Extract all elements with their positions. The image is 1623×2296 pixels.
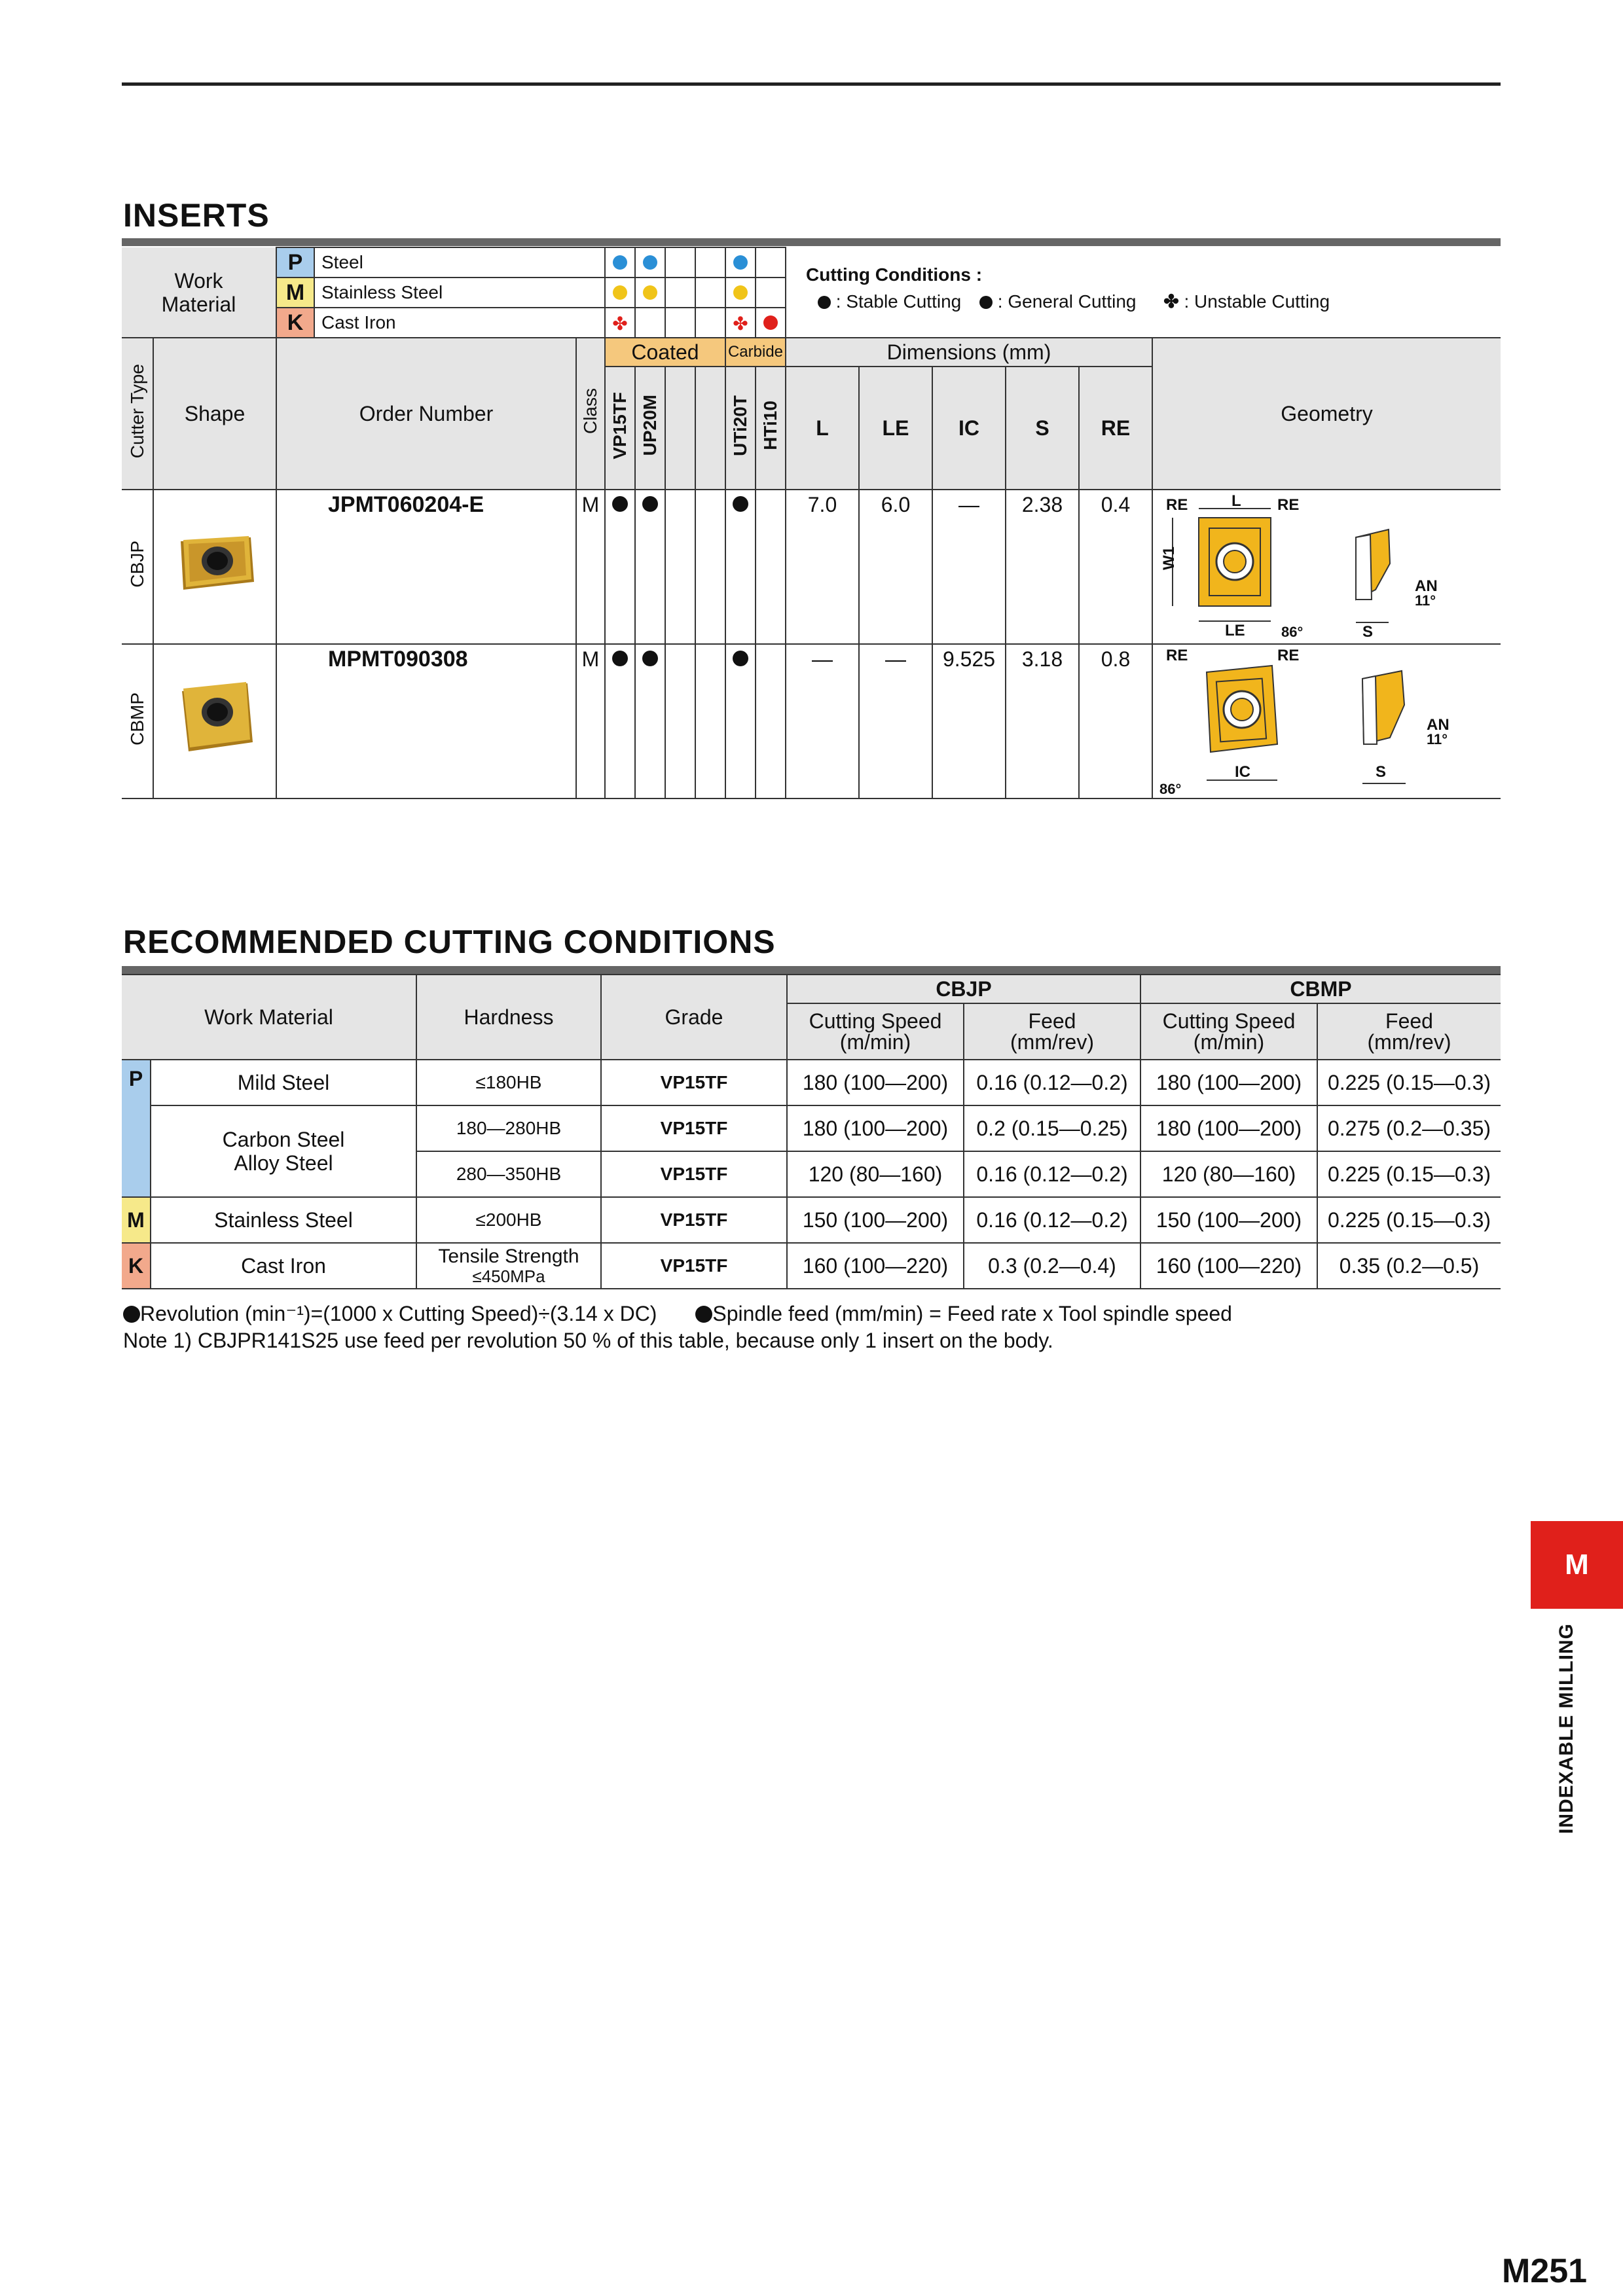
hardness-value: 280—350HB — [416, 1151, 601, 1197]
order-number-header: Order Number — [276, 338, 576, 490]
cbjp-speed: 180 (100—200) — [787, 1105, 964, 1151]
cbmp-feed: 0.225 (0.15—0.3) — [1317, 1197, 1501, 1243]
cbmp-feed: 0.275 (0.2—0.35) — [1317, 1105, 1501, 1151]
grade-hti10-header: HTi10 — [756, 367, 786, 490]
stable-cutting-icon — [733, 496, 748, 512]
general-cutting-icon — [613, 255, 627, 270]
material-code-m: M — [122, 1197, 151, 1243]
geo-re-label: RE — [1166, 496, 1188, 514]
cbmp-feed: 0.35 (0.2—0.5) — [1317, 1243, 1501, 1289]
geo-an-value: 11° — [1415, 592, 1436, 609]
p-vp15tf-cell — [605, 247, 635, 278]
cutter-type-header: Cutter Type — [122, 338, 153, 490]
cbjp-speed: 180 (100—200) — [787, 1060, 964, 1105]
material-name: Stainless Steel — [151, 1197, 416, 1243]
class-value: M — [576, 490, 605, 520]
grade-value: VP15TF — [601, 1151, 787, 1197]
hardness-value: ≤200HB — [416, 1197, 601, 1243]
stable-cutting-icon — [733, 285, 748, 300]
conditions-row — [122, 1197, 1501, 1243]
geometry-cbjp — [1152, 490, 1501, 644]
shape-header: Shape — [153, 338, 276, 490]
grade-up20m-header: UP20M — [635, 367, 665, 490]
grade-value: VP15TF — [601, 1243, 787, 1289]
inserts-table — [122, 247, 1501, 799]
note-1: Note 1) CBJPR141S25 use feed per revolution 50 % of this table, because only 1 insert on the body. — [123, 1329, 1053, 1352]
geo-re-label: RE — [1277, 647, 1300, 664]
top-rule — [122, 82, 1501, 86]
unstable-cutting-icon: ✤ — [733, 313, 748, 334]
geo-angle-label: 86° — [1159, 781, 1182, 797]
order-number[interactable]: JPMT060204-E — [276, 490, 576, 520]
cbjp-speed-header: Cutting Speed (m/min) — [787, 1003, 964, 1060]
revolution-note: Revolution (min⁻¹)=(1000 x Cutting Speed)÷(3.14 x DC) — [140, 1302, 657, 1325]
work-material-header: Work Material — [122, 975, 416, 1060]
stable-icon — [818, 296, 831, 309]
material-name: Mild Steel — [151, 1060, 416, 1105]
cbjp-feed: 0.16 (0.12—0.2) — [964, 1060, 1140, 1105]
dimensions-header: Dimensions (mm) — [786, 338, 1152, 367]
dim-le-header: LE — [859, 367, 932, 490]
geometry-header: Geometry — [1152, 338, 1501, 490]
hardness-header: Hardness — [416, 975, 601, 1060]
stable-cutting-icon — [733, 651, 748, 666]
page-number: M251 — [1502, 2252, 1588, 2290]
geo-w1-label: W1 — [1160, 547, 1178, 570]
legend-unstable: : Unstable Cutting — [1184, 291, 1330, 312]
cbmp-speed: 150 (100—200) — [1140, 1197, 1317, 1243]
cbjp-speed: 160 (100—220) — [787, 1243, 964, 1289]
cbmp-speed: 180 (100—200) — [1140, 1060, 1317, 1105]
grade-value: VP15TF — [601, 1197, 787, 1243]
geo-angle-label: 86° — [1281, 624, 1304, 640]
material-name: Cast Iron — [151, 1243, 416, 1289]
cutting-conditions-legend — [786, 247, 1501, 338]
general-cutting-icon — [643, 255, 657, 270]
material-code-k: K — [276, 308, 314, 338]
cbmp-feed-header: Feed (mm/rev) — [1317, 1003, 1501, 1060]
cbmp-header: CBMP — [1140, 975, 1501, 1003]
legend-general: : General Cutting — [997, 291, 1137, 312]
material-name-steel: Steel — [314, 247, 605, 278]
stable-cutting-icon — [612, 651, 628, 666]
insert-row-cbmp — [122, 644, 1501, 674]
hardness-value: 180—280HB — [416, 1105, 601, 1151]
hardness-value: ≤180HB — [416, 1060, 601, 1105]
grade-vp15tf-header: VP15TF — [605, 367, 635, 490]
cutter-type-cbmp: CBMP — [122, 644, 153, 798]
cbjp-feed: 0.16 (0.12—0.2) — [964, 1151, 1140, 1197]
conditions-row — [122, 1105, 1501, 1151]
carbide-header: Carbide — [725, 338, 786, 367]
stable-cutting-icon — [612, 496, 628, 512]
dim-re: 0.4 — [1079, 490, 1152, 520]
general-cutting-icon — [643, 285, 657, 300]
geo-an-value: 11° — [1427, 731, 1448, 747]
geometry-cbmp — [1152, 644, 1501, 798]
section-label: INDEXABLE MILLING — [1556, 1623, 1577, 1834]
material-name-cast-iron: Cast Iron — [314, 308, 605, 338]
cbjp-speed: 150 (100—200) — [787, 1197, 964, 1243]
cbmp-speed: 180 (100—200) — [1140, 1105, 1317, 1151]
grade-value: VP15TF — [601, 1105, 787, 1151]
dim-l: 7.0 — [786, 490, 859, 520]
recommended-title: RECOMMENDED CUTTING CONDITIONS — [123, 924, 776, 960]
general-cutting-icon — [613, 285, 627, 300]
stable-cutting-icon — [642, 651, 658, 666]
geo-an-label: AN — [1427, 716, 1450, 734]
material-code-p: P — [122, 1060, 151, 1197]
inserts-title-bar — [122, 238, 1501, 246]
material-code-p: P — [276, 247, 314, 278]
order-number[interactable]: MPMT090308 — [276, 644, 576, 674]
dim-re-header: RE — [1079, 367, 1152, 490]
grade-header: Grade — [601, 975, 787, 1060]
dim-le: 6.0 — [859, 490, 932, 520]
general-icon — [979, 296, 993, 309]
work-material-label: Work Material — [122, 247, 276, 338]
dim-s: 2.38 — [1006, 490, 1079, 520]
p-uti20t-cell — [725, 247, 756, 278]
legend-stable: : Stable Cutting — [835, 291, 962, 312]
cbmp-speed: 160 (100—220) — [1140, 1243, 1317, 1289]
geo-l-label: L — [1231, 492, 1241, 510]
cbjp-feed: 0.16 (0.12—0.2) — [964, 1197, 1140, 1243]
geo-ic-label: IC — [1235, 763, 1250, 781]
dim-re: 0.8 — [1079, 644, 1152, 674]
shape-cbjp — [153, 490, 276, 644]
class-value: M — [576, 644, 605, 674]
insert-cbjp-image — [169, 528, 261, 600]
bullet-icon — [695, 1306, 712, 1323]
stable-cutting-icon — [733, 255, 748, 270]
p-up20m-cell — [635, 247, 665, 278]
material-name-stainless: Stainless Steel — [314, 278, 605, 308]
section-tab[interactable]: M — [1531, 1521, 1623, 1609]
cbmp-speed: 120 (80—160) — [1140, 1151, 1317, 1197]
dim-ic: — — [932, 490, 1006, 520]
cbjp-feed: 0.3 (0.2—0.4) — [964, 1243, 1140, 1289]
geo-s-label: S — [1376, 763, 1387, 781]
stable-cutting-icon — [642, 496, 658, 512]
conditions-row — [122, 1243, 1501, 1289]
material-code-k: K — [122, 1243, 151, 1289]
geo-an-label: AN — [1415, 577, 1438, 595]
insert-row-cbjp — [122, 490, 1501, 520]
grade-value: VP15TF — [601, 1060, 787, 1105]
bullet-icon — [123, 1306, 140, 1323]
dim-s: 3.18 — [1006, 644, 1079, 674]
legend-title: Cutting Conditions : — [806, 264, 983, 285]
geo-re-label: RE — [1277, 496, 1300, 514]
dim-ic: 9.525 — [932, 644, 1006, 674]
geometry-cbmp-drawing — [1153, 646, 1500, 797]
formula-note — [123, 1301, 1232, 1326]
cbjp-feed: 0.2 (0.15—0.25) — [964, 1105, 1140, 1151]
general-cutting-icon — [763, 315, 778, 330]
cbmp-feed: 0.225 (0.15—0.3) — [1317, 1151, 1501, 1197]
material-name: Carbon Steel Alloy Steel — [151, 1105, 416, 1197]
class-header: Class — [576, 338, 605, 490]
hardness-value: Tensile Strength ≤450MPa — [416, 1243, 601, 1289]
material-code-m: M — [276, 278, 314, 308]
coated-header: Coated — [605, 338, 725, 367]
dim-l-header: L — [786, 367, 859, 490]
shape-cbmp — [153, 644, 276, 798]
cbmp-feed: 0.225 (0.15—0.3) — [1317, 1060, 1501, 1105]
dim-le: — — [859, 644, 932, 674]
cbmp-speed-header: Cutting Speed (m/min) — [1140, 1003, 1317, 1060]
geo-re-label: RE — [1166, 647, 1188, 664]
cbjp-header: CBJP — [787, 975, 1140, 1003]
geometry-cbjp-drawing — [1153, 492, 1500, 642]
dim-l: — — [786, 644, 859, 674]
cbjp-feed-header: Feed (mm/rev) — [964, 1003, 1140, 1060]
spindle-note: Spindle feed (mm/min) = Feed rate x Tool spindle speed — [712, 1302, 1232, 1325]
recommended-title-bar — [122, 966, 1501, 974]
cutting-conditions-table — [122, 974, 1501, 1289]
cbjp-speed: 120 (80—160) — [787, 1151, 964, 1197]
conditions-row — [122, 1060, 1501, 1105]
unstable-icon: ✤ — [1163, 291, 1179, 312]
inserts-title: INSERTS — [123, 197, 270, 234]
dim-ic-header: IC — [932, 367, 1006, 490]
geo-le-label: LE — [1225, 622, 1245, 639]
cutter-type-cbjp: CBJP — [122, 490, 153, 644]
dim-s-header: S — [1006, 367, 1079, 490]
unstable-cutting-icon: ✤ — [612, 313, 628, 334]
grade-uti20t-header: UTi20T — [725, 367, 756, 490]
geo-s-label: S — [1362, 623, 1374, 641]
insert-cbmp-image — [169, 679, 261, 758]
